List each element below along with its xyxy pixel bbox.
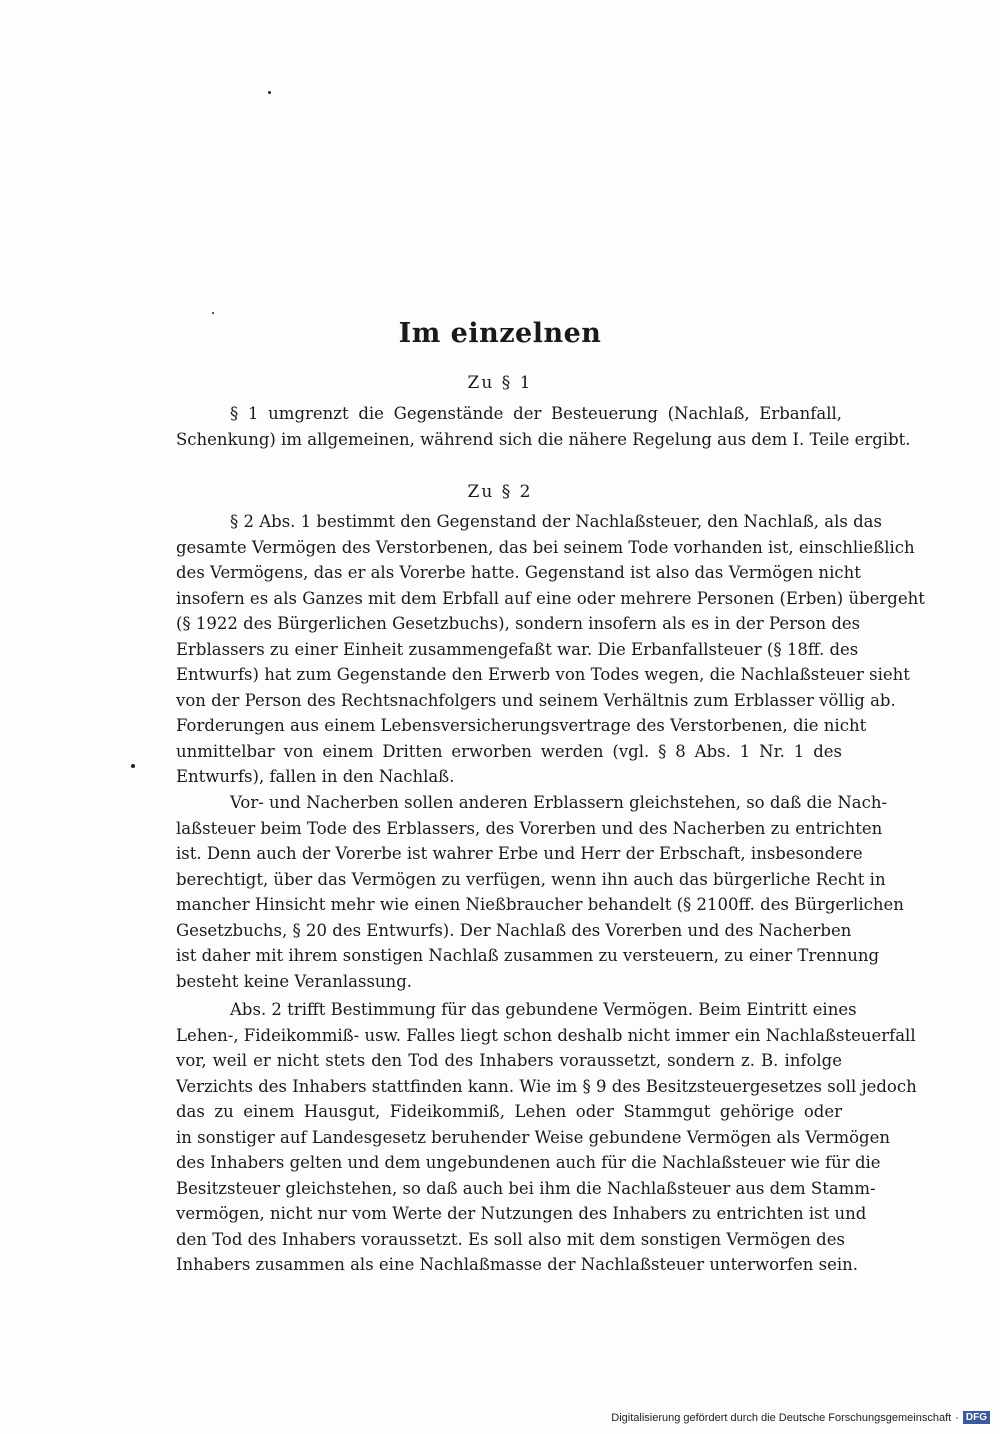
text-line: Inhabers zusammen als eine Nachlaßmasse der Nachlaßsteuer unterworfen sein. bbox=[176, 1255, 859, 1274]
text-line: ist. Denn auch der Vorerbe ist wahrer Erbe und Herr der Erbschaft, insbesondere bbox=[176, 844, 863, 863]
text-line: des Vermögens, das er als Vorerbe hatte. Gegenstand ist also das Vermögen nicht bbox=[176, 563, 861, 582]
text-line: Abs. 2 trifft Bestimmung für das gebundene Vermögen. Beim Eintritt eines bbox=[230, 1000, 857, 1019]
text-line: in sonstiger auf Landesgesetz beruhender Weise gebundene Vermögen als Vermögen bbox=[176, 1127, 890, 1147]
text-line: besteht keine Veranlassung. bbox=[176, 971, 412, 991]
text-line: berechtigt, über das Vermögen zu verfügen, wenn ihn auch das bürgerliche Recht in bbox=[176, 869, 886, 889]
text-line: (§ 1922 des Bürgerlichen Gesetzbuchs), sondern insofern als es in der Person des bbox=[176, 614, 861, 633]
paragraph-2 bbox=[176, 509, 925, 790]
text-line: das zu einem Hausgut, Fideikommiß, Lehen oder Stammgut gehörige oder bbox=[176, 1102, 842, 1121]
text-line: Gesetzbuchs, § 20 des Entwurfs). Der Nachlaß des Vorerben und des Nacherben bbox=[176, 920, 852, 940]
text-line: mancher Hinsicht mehr wie einen Nießbraucher behandelt (§ 2100ff. des Bürgerlichen bbox=[176, 895, 904, 914]
section-label-1: Zu § 1 bbox=[467, 373, 533, 393]
text-line: Besitzsteuer gleichstehen, so daß auch bei ihm die Nachlaßsteuer aus dem Stamm- bbox=[176, 1178, 876, 1198]
text-line: Vor- und Nacherben sollen anderen Erblassern gleichstehen, so daß die Nach- bbox=[230, 793, 888, 812]
section-label-2: Zu § 2 bbox=[467, 482, 533, 502]
text-line: Forderungen aus einem Lebensversicherungsvertrage des Verstorbenen, die nicht bbox=[176, 716, 867, 735]
speck-mark bbox=[131, 764, 135, 768]
text-line: § 2 Abs. 1 bestimmt den Gegenstand der Nachlaßsteuer, den Nachlaß, als das bbox=[230, 512, 882, 531]
text-line: laßsteuer beim Tode des Erblassers, des Vorerben und des Nacherben zu entrichten bbox=[176, 818, 883, 838]
page-heading: Im einzelnen bbox=[398, 318, 602, 349]
text-line: des Inhabers gelten und dem ungebundenen auch für die Nachlaßsteuer wie für die bbox=[176, 1153, 881, 1172]
text-line: Entwurfs), fallen in den Nachlaß. bbox=[176, 767, 455, 786]
text-line: Lehen-, Fideikommiß- usw. Falles liegt schon deshalb nicht immer ein Nachlaßsteuerfall bbox=[176, 1025, 916, 1045]
text-line: ist daher mit ihrem sonstigen Nachlaß zusammen zu versteuern, zu einer Trennung bbox=[176, 946, 880, 965]
text-line: vor, weil er nicht stets den Tod des Inhabers voraussetzt, sondern z. B. infolge bbox=[176, 1051, 842, 1070]
paragraph-3 bbox=[176, 790, 904, 994]
text-line: insofern es als Ganzes mit dem Erbfall auf eine oder mehrere Personen (Erben) übergeht bbox=[176, 588, 925, 608]
dfg-logo: DFG bbox=[963, 1411, 990, 1424]
text-line: unmittelbar von einem Dritten erworben werden (vgl. § 8 Abs. 1 Nr. 1 des bbox=[176, 741, 842, 761]
digitization-footer: Digitalisierung gefördert durch die Deutsche Forschungsgemeinschaft · DFG bbox=[611, 1411, 990, 1424]
text-line: Schenkung) im allgemeinen, während sich die nähere Regelung aus dem I. Teile ergibt. bbox=[176, 429, 911, 449]
paragraph-1 bbox=[176, 401, 911, 452]
text-line: Erblassers zu einer Einheit zusammengefaßt war. Die Erbanfallsteuer (§ 18ff. des bbox=[176, 639, 859, 659]
speck-mark bbox=[212, 312, 214, 314]
speck-mark bbox=[268, 91, 271, 94]
text-line: Verzichts des Inhabers stattfinden kann. Wie im § 9 des Besitzsteuergesetzes soll jedoch bbox=[176, 1076, 917, 1096]
text-line: von der Person des Rechtsnachfolgers und seinem Verhältnis zum Erblasser völlig ab. bbox=[176, 690, 896, 710]
footer-credit-text: Digitalisierung gefördert durch die Deutsche Forschungsgemeinschaft bbox=[611, 1411, 952, 1424]
text-line: Entwurfs) hat zum Gegenstande den Erwerb von Todes wegen, die Nachlaßsteuer sieht bbox=[176, 665, 910, 684]
text-line: vermögen, nicht nur vom Werte der Nutzungen des Inhabers zu entrichten ist und bbox=[176, 1204, 867, 1223]
text-line: gesamte Vermögen des Verstorbenen, das bei seinem Tode vorhanden ist, einschließlich bbox=[176, 537, 915, 557]
text-line: § 1 umgrenzt die Gegenstände der Besteuerung (Nachlaß, Erbanfall, bbox=[230, 404, 842, 423]
text-line: den Tod des Inhabers voraussetzt. Es soll also mit dem sonstigen Vermögen des bbox=[176, 1229, 845, 1249]
paragraph-4 bbox=[176, 997, 917, 1278]
